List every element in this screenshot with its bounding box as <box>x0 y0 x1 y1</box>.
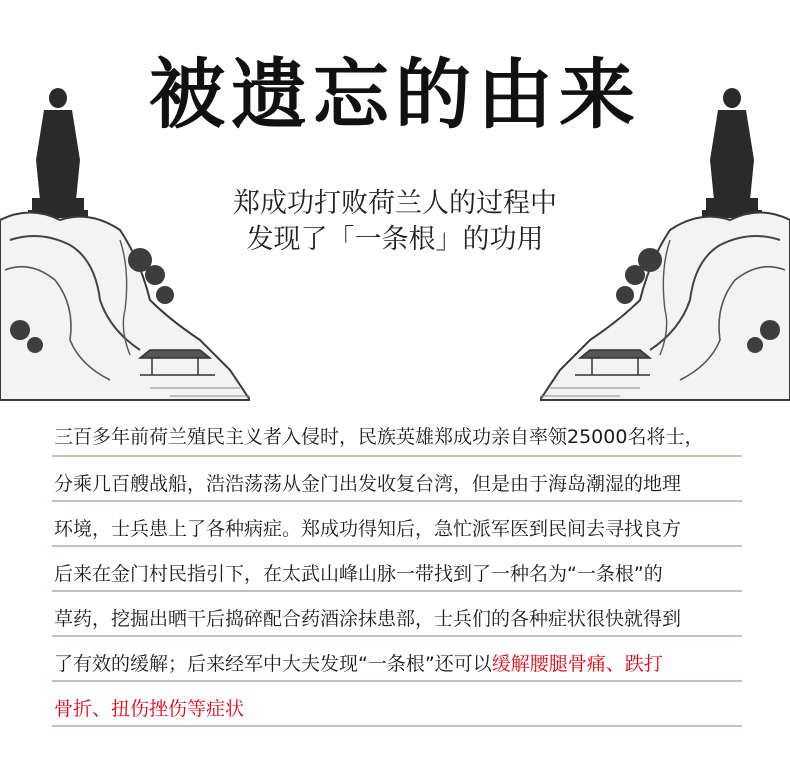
body-line-1: 三百多年前荷兰殖民主义者入侵时，民族英雄郑成功亲自率领25000名将士， <box>52 410 742 457</box>
body-line-6-text: 了有效的缓解；后来经军中大夫发现“一条根”还可以 <box>54 653 492 675</box>
body-line-4: 后来在金门村民指引下，在太武山峰山脉一带找到了一种名为“一条根”的 <box>52 547 742 592</box>
subtitle-line-2: 发现了「一条根」的功用 <box>246 224 544 255</box>
subtitle-line-1: 郑成功打败荷兰人的过程中 <box>233 188 557 219</box>
body-line-7-highlight: 骨折、扭伤挫伤等症状 <box>52 682 742 727</box>
page-title: 被遗忘的由来 <box>149 50 641 139</box>
body-line-6 <box>52 637 742 682</box>
body-line-2: 分乘几百艘战船，浩浩荡荡从金门出发收复台湾，但是由于海岛潮湿的地理 <box>52 457 742 502</box>
highlight-inline: 缓解腰腿骨痛、跌打 <box>491 653 663 675</box>
body-text <box>52 410 742 727</box>
body-line-3: 环境，士兵患上了各种病症。郑成功得知后，急忙派军医到民间去寻找良方 <box>52 502 742 547</box>
subtitle <box>0 186 790 258</box>
body-line-5: 草药，挖掘出晒干后捣碎配合药酒涂抹患部，士兵们的各种症状很快就得到 <box>52 592 742 637</box>
